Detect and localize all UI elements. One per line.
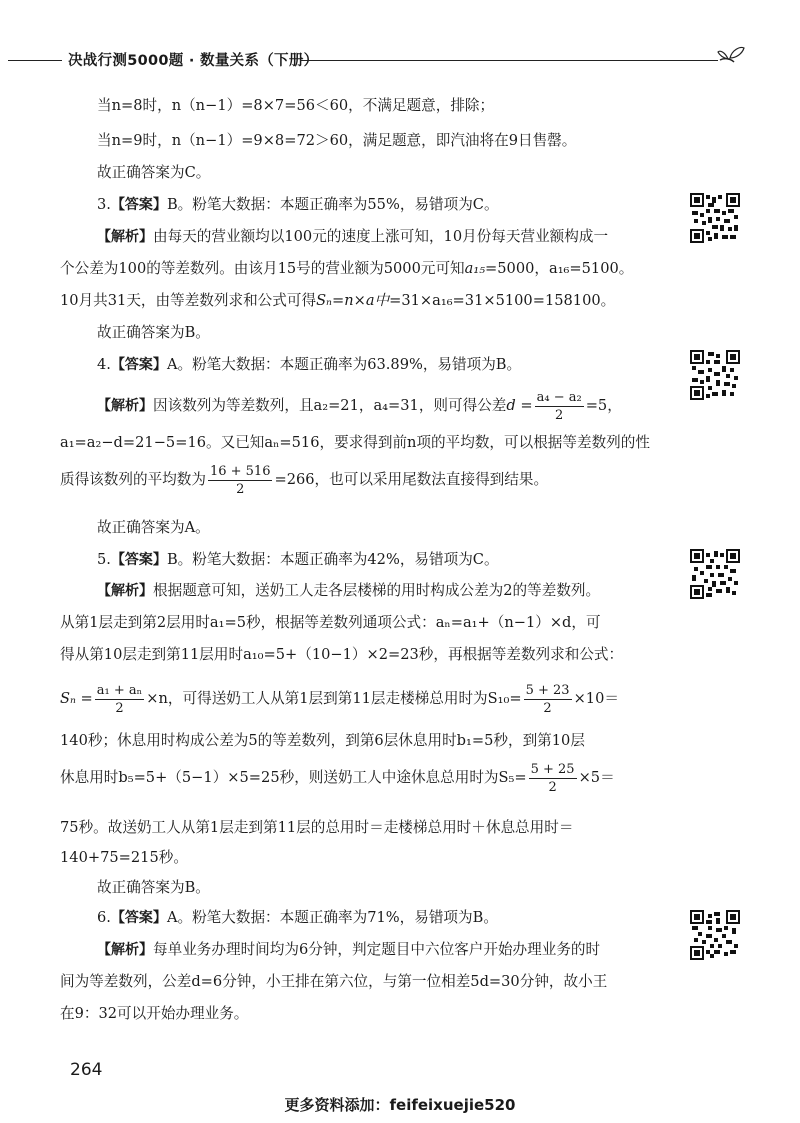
analysis-text: 由每天的营业额均以100元的速度上涨可知，10月份每天营业额构成一: [153, 228, 609, 245]
answer-text: A。粉笔大数据：本题正确率为71%，易错项为B。: [166, 909, 498, 926]
fraction-numerator: a₁ + aₙ: [96, 682, 143, 698]
text-span: ×10＝: [573, 690, 619, 707]
fraction-numerator: a₄ − a₂: [536, 389, 582, 405]
text-line: 故正确答案为C。: [97, 164, 211, 181]
answer-tag: 【答案】: [110, 910, 167, 926]
question-number: 4.: [97, 356, 111, 373]
analysis-line: [97, 388, 622, 424]
page-header: [0, 40, 800, 80]
page-number: 264: [70, 1060, 103, 1080]
text-span: 质得该数列的平均数为: [60, 471, 206, 488]
question-number: 5.: [97, 551, 111, 568]
fraction-common-difference: [535, 389, 584, 424]
text-span: 休息用时b₅=5+（5−1）×5=25秒，则送奶工人中途休息总用时为S₅=: [60, 769, 527, 786]
answer-tag: 【答案】: [110, 552, 167, 568]
math-term: a₁₅: [464, 260, 486, 277]
qr-code-icon[interactable]: [690, 910, 740, 960]
fraction-denominator: 2: [543, 700, 552, 716]
text-span: =5000，a₁₆=5100。: [485, 260, 634, 277]
text-line: 故正确答案为B。: [97, 324, 210, 341]
header-rule-left: [8, 60, 62, 61]
text-span: 10月共31天，由等差数列求和公式可得: [60, 292, 317, 309]
text-line: 当n=9时，n（n−1）=9×8=72＞60，满足题意，即汽油将在9日售罄。: [97, 132, 577, 149]
text-span: 个公差为100的等差数列。由该月15号的营业额为5000元可知: [60, 260, 465, 277]
fraction-average: [208, 463, 273, 498]
answer-line: [97, 195, 499, 215]
fraction-denominator: 2: [555, 407, 564, 423]
qr-code-icon[interactable]: [690, 549, 740, 599]
text-line: [60, 291, 615, 311]
book-title: 决战行测5000题 · 数量关系（下册）: [68, 53, 319, 69]
analysis-text: 根据题意可知，送奶工人走各层楼梯的用时构成公差为2的等差数列。: [153, 582, 601, 599]
text-span: =266，也可以采用尾数法直接得到结果。: [274, 471, 549, 488]
math-term: d =: [506, 397, 533, 414]
text-line: 故正确答案为A。: [97, 519, 210, 536]
answer-tag: 【答案】: [110, 357, 167, 373]
text-line: 间为等差数列，公差d=6分钟，小王排在第六位，与第一位相差5d=30分钟，故小王: [60, 973, 608, 990]
answer-text: A。粉笔大数据：本题正确率为63.89%，易错项为B。: [166, 356, 522, 373]
sprout-icon: [716, 40, 746, 66]
analysis-tag: 【解析】: [97, 229, 153, 245]
question-number: 3.: [97, 196, 111, 213]
analysis-tag: 【解析】: [97, 583, 153, 599]
header-rule-right: [300, 60, 718, 61]
text-line: 75秒。故送奶工人从第1层走到第11层的总用时＝走楼梯总用时＋休息总用时＝: [60, 819, 574, 836]
fraction-numerator: 5 + 23: [525, 682, 570, 698]
qr-code-icon[interactable]: [690, 350, 740, 400]
analysis-line: [97, 940, 600, 960]
fraction-denominator: 2: [115, 700, 124, 716]
answer-line: [97, 550, 499, 570]
analysis-tag: 【解析】: [97, 942, 153, 958]
fraction-denominator: 2: [548, 779, 557, 795]
text-line: 140秒；休息用时构成公差为5的等差数列，到第6层休息用时b₁=5秒，到第10层: [60, 732, 585, 749]
analysis-text: 因该数列为等差数列，且a₂=21，a₄=31，则可得公差: [153, 397, 507, 414]
answer-tag: 【答案】: [110, 197, 167, 213]
question-number: 6.: [97, 909, 111, 926]
text-line: 从第1层走到第2层用时a₁=5秒，根据等差数列通项公式：aₙ=a₁+（n−1）×d，可: [60, 614, 601, 631]
math-term: Sₙ =: [60, 690, 93, 707]
fraction-denominator: 2: [236, 481, 245, 497]
analysis-text: 每单业务办理时间均为6分钟，判定题目中六位客户开始办理业务的时: [153, 941, 601, 958]
text-line: a₁=a₂−d=21−5=16。又已知aₙ=516，要求得到前n项的平均数，可以根据等差数列的性: [60, 434, 650, 451]
text-span: ×5＝: [578, 769, 615, 786]
fraction-numerator: 16 + 516: [209, 463, 271, 479]
analysis-line: [97, 227, 608, 247]
text-span: =31×a₁₆=31×5100=158100。: [389, 292, 616, 309]
text-line: 在9：32可以开始办理业务。: [60, 1005, 249, 1022]
text-line: 得从第10层走到第11层用时a₁₀=5+（10−1）×2=23秒，再根据等差数列求和公式：: [60, 646, 624, 663]
answer-text: B。粉笔大数据：本题正确率为42%，易错项为C。: [166, 551, 499, 568]
answer-text: B。粉笔大数据：本题正确率为55%，易错项为C。: [166, 196, 499, 213]
answer-line: [97, 908, 498, 928]
text-line: 当n=8时，n（n−1）=8×7=56＜60，不满足题意，排除；: [97, 97, 495, 114]
text-line: [60, 259, 633, 279]
analysis-tag: 【解析】: [97, 398, 153, 414]
fraction-sum-formula: [95, 682, 145, 717]
answer-line: [97, 355, 521, 375]
analysis-line: [97, 581, 600, 601]
text-line: [60, 758, 615, 798]
math-term: Sₙ=n×a中: [316, 292, 390, 309]
fraction-s10: [524, 682, 572, 717]
fraction-numerator: 5 + 25: [530, 761, 575, 777]
fraction-s5: [529, 761, 577, 796]
text-span: ×n，可得送奶工人从第1层到第11层走楼梯总用时为S₁₀=: [146, 690, 522, 707]
footer-note: 更多资料添加：feifeixuejie520: [284, 1096, 516, 1114]
text-line: 故正确答案为B。: [97, 879, 210, 896]
text-line: 140+75=215秒。: [60, 849, 188, 866]
qr-code-icon[interactable]: [690, 193, 740, 243]
text-line: [60, 462, 548, 498]
text-span: =5，: [585, 397, 622, 414]
text-line: [60, 679, 619, 719]
